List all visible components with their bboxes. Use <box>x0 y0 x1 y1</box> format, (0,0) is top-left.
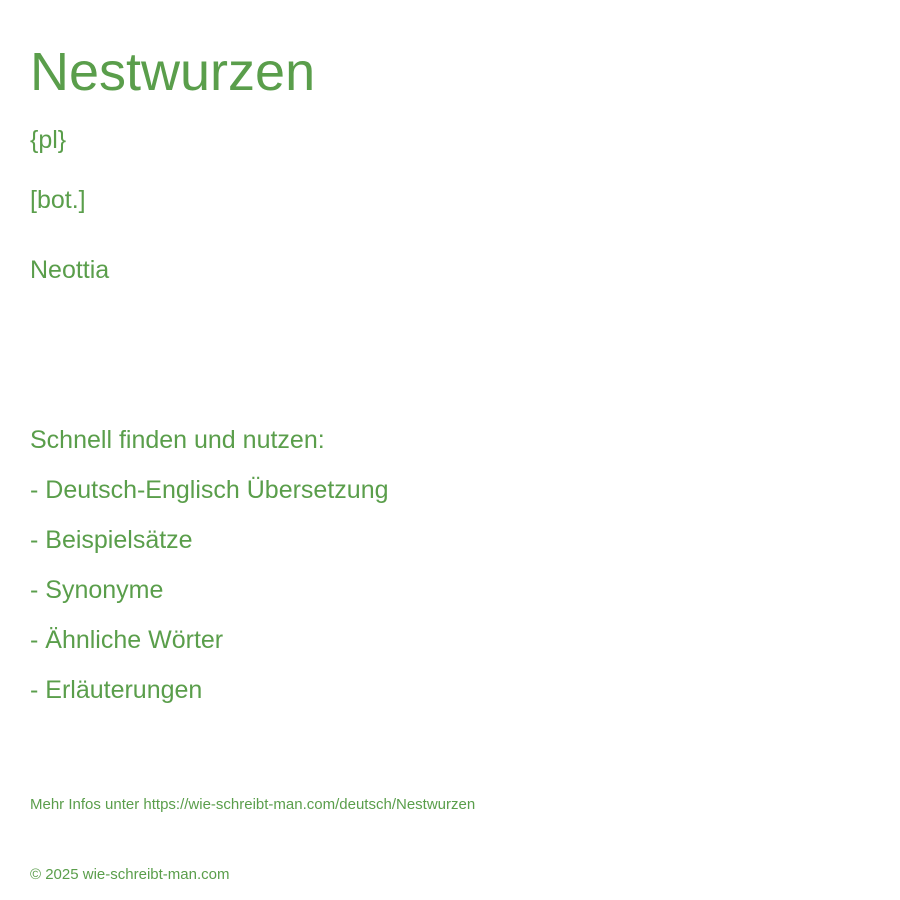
more-info-link: Mehr Infos unter https://wie-schreibt-man.com/deutsch/Nestwurzen <box>30 796 476 813</box>
quick-access-item-examples: - Beispielsätze <box>30 526 193 554</box>
page-title: Nestwurzen <box>30 42 316 102</box>
grammar-tag: {pl} <box>30 126 67 154</box>
copyright-notice: © 2025 wie-schreibt-man.com <box>30 866 230 883</box>
quick-access-item-explanations: - Erläuterungen <box>30 676 203 704</box>
quick-access-item-translation: - Deutsch-Englisch Übersetzung <box>30 476 389 504</box>
quick-access-list <box>30 478 389 728</box>
category-tag: [bot.] <box>30 186 86 214</box>
quick-access-heading: Schnell finden und nutzen: <box>30 426 325 454</box>
quick-access-item-similar-words: - Ähnliche Wörter <box>30 626 224 654</box>
translation-text: Neottia <box>30 256 110 284</box>
quick-access-item-synonyms: - Synonyme <box>30 576 164 604</box>
